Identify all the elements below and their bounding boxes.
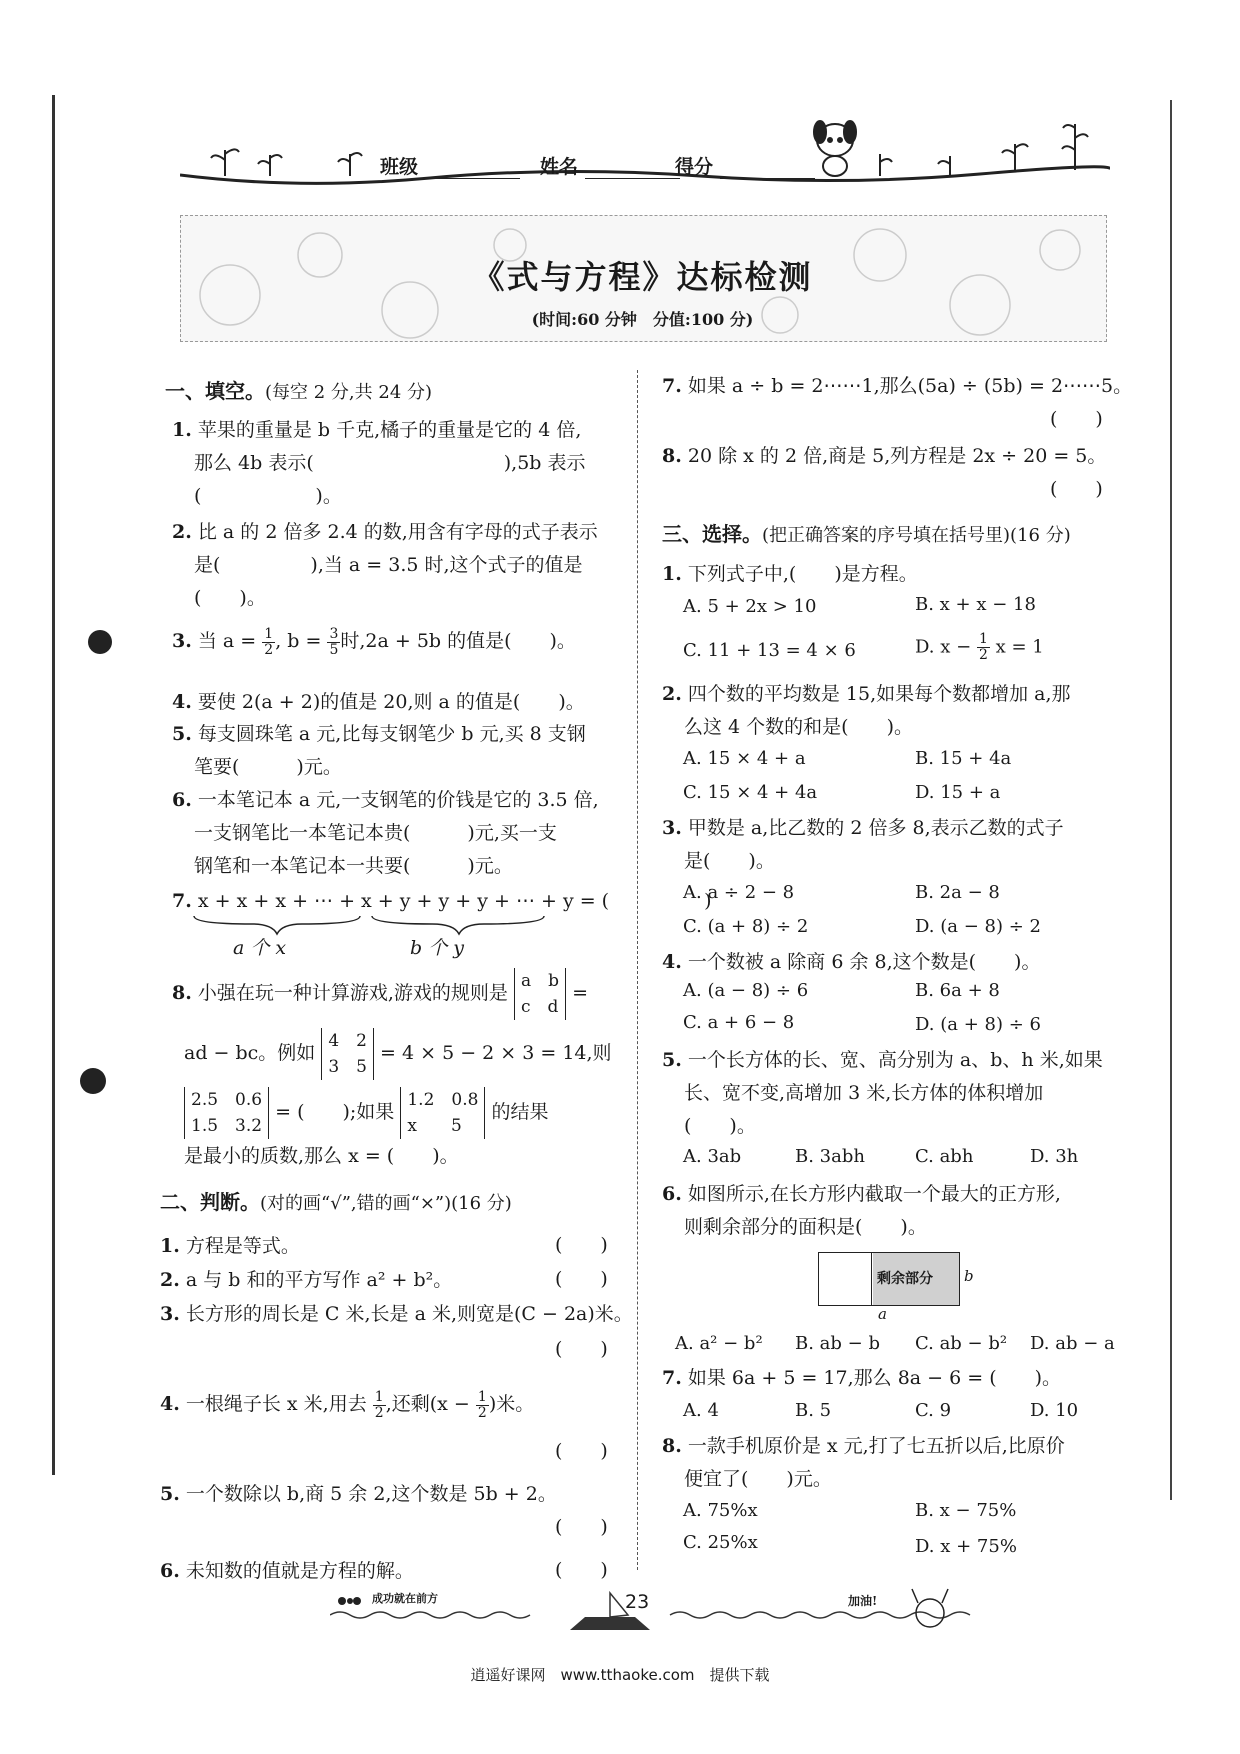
s3-q8-option-d[interactable]: D. x + 75% (915, 1536, 1017, 1557)
download-credit: 逍遥好课网 www.tthaoke.com 提供下载 (470, 1666, 770, 1684)
square-part (819, 1253, 872, 1305)
figure-label-b: b (964, 1267, 974, 1285)
column-divider (637, 370, 638, 1570)
section3-title: 三、选择。(把正确答案的序号填在括号里)(16 分) (662, 522, 1071, 546)
s3-q5-option-b[interactable]: B. 3abh (795, 1146, 865, 1167)
hole-punch-2 (80, 1068, 106, 1094)
hole-punch-1 (88, 630, 112, 654)
s3-q7-option-c[interactable]: C. 9 (915, 1400, 952, 1421)
footer-cheer: 加油! (848, 1594, 878, 1608)
s3-q7-option-a[interactable]: A. 4 (683, 1400, 719, 1421)
s3-q8-option-b[interactable]: B. x − 75% (915, 1500, 1017, 1521)
page-number: 23 (625, 1591, 650, 1613)
s2-item-4: 4. 一根绳子长 x 米,用去 $\frac{1}{2}$ ,还剩(x − $\frac{1}{2}$ )米。 (160, 1388, 535, 1421)
s3-q7-option-b[interactable]: B. 5 (795, 1400, 832, 1421)
left-scan-edge (52, 95, 55, 1475)
s3-q3-option-a[interactable]: A. a ÷ 2 − 8 (683, 882, 795, 903)
section1-title: 一、填空。(每空 2 分,共 24 分) (165, 379, 433, 403)
name-label: 姓名 (540, 156, 579, 178)
s3-q6-option-d[interactable]: D. ab − a (1030, 1333, 1115, 1354)
s1-q8-line3: 2.5 0.6 1.5 3.2 = ( );如果 1.2 0.8 x 5 的结果 (184, 1087, 549, 1139)
s3-q6-option-a[interactable]: A. a² − b² (675, 1333, 763, 1354)
matrix-question: 2.5 0.6 1.5 3.2 (184, 1087, 269, 1139)
s3-q4-option-a[interactable]: A. (a − 8) ÷ 6 (683, 980, 809, 1001)
s3-q6-option-c[interactable]: C. ab − b² (915, 1333, 1008, 1354)
fraction-half: $\frac{1}{2}$ (264, 625, 274, 658)
page-title: 《式与方程》达标检测 (472, 258, 813, 296)
s3-q7-option-d[interactable]: D. 10 (1030, 1400, 1079, 1421)
s2-answer-7[interactable]: ( ) (1050, 408, 1103, 430)
s3-q8: 8. 一款手机原价是 x 元,打了七五折以后,比原价 便宜了( )元。 (662, 1435, 1065, 1490)
s3-q1-option-d[interactable]: D. x − $\frac{1}{2}$ x = 1 (915, 631, 1044, 663)
s3-q4-option-c[interactable]: C. a + 6 − 8 (683, 1012, 795, 1033)
s2-answer-5[interactable]: ( ) (555, 1516, 608, 1538)
s2-item-6: 6. 未知数的值就是方程的解。 (160, 1560, 414, 1582)
footer-slogan: 成功就在前方 (372, 1592, 438, 1605)
s3-q5-option-a[interactable]: A. 3ab (683, 1146, 742, 1167)
s2-answer-8[interactable]: ( ) (1050, 478, 1103, 500)
class-field[interactable] (425, 158, 520, 179)
s1-q1: 1. 苹果的重量是 b 千克,橘子的重量是它的 4 倍, 那么 4b 表示( ),5b 表示 ( )。 (172, 419, 586, 507)
s3-q5-option-c[interactable]: C. abh (915, 1146, 974, 1167)
s2-item-5: 5. 一个数除以 b,商 5 余 2,这个数是 5b + 2。 (160, 1483, 557, 1505)
s1-q3: 3. 当 a = $\frac{1}{2}$ , b = $\frac{3}{5}$ 时,2a + 5b 的值是( )。 (172, 625, 576, 658)
s3-q2-option-d[interactable]: D. 15 + a (915, 782, 1001, 803)
s2-item-7: 7. 如果 a ÷ b = 2⋯⋯1,那么(5a) ÷ (5b) = 2⋯⋯5。 (662, 375, 1133, 397)
s3-q4-option-b[interactable]: B. 6a + 8 (915, 980, 1000, 1001)
s2-item-3: 3. 长方形的周长是 C 米,长是 a 米,则宽是(C − 2a)米。 (160, 1303, 633, 1325)
s3-q2-option-c[interactable]: C. 15 × 4 + 4a (683, 782, 818, 803)
s1-q5: 5. 每支圆珠笔 a 元,比每支钢笔少 b 元,买 8 支钢 笔要( )元。 (172, 723, 586, 778)
s3-q1-option-a[interactable]: A. 5 + 2x > 10 (683, 596, 817, 617)
rectangle-figure (818, 1252, 960, 1306)
s2-answer-3[interactable]: ( ) (555, 1338, 608, 1360)
s3-q3-option-b[interactable]: B. 2a − 8 (915, 882, 1000, 903)
s3-q1: 1. 下列式子中,( )是方程。 (662, 563, 918, 585)
brace-label-x: a 个 x (233, 937, 287, 959)
fraction-three-fifths: $\frac{3}{5}$ (329, 625, 339, 658)
score-label: 得分 (675, 156, 714, 178)
s2-answer-6[interactable]: ( ) (555, 1559, 608, 1581)
s2-item-2: 2. a 与 b 和的平方写作 a² + b²。 (160, 1269, 453, 1291)
s1-q8-line1: 8. 小强在玩一种计算游戏,游戏的规则是 a b c d = (172, 968, 588, 1020)
right-scan-edge (1170, 100, 1172, 1500)
s2-item-1: 1. 方程是等式。 (160, 1235, 300, 1257)
cartoon-mascot-icon (912, 1589, 948, 1627)
brace-label-y: b 个 y (410, 937, 464, 959)
s1-q7: 7. x + x + x + ⋯ + x + y + y + y + ⋯ + y = ( ) (172, 890, 712, 912)
page-subtitle: (时间:60 分钟 分值:100 分) (531, 310, 754, 329)
puppy-icon (814, 121, 856, 176)
s3-q8-option-a[interactable]: A. 75%x (683, 1500, 758, 1521)
ant-icon (338, 1597, 361, 1605)
s3-q4-option-d[interactable]: D. (a + 8) ÷ 6 (915, 1014, 1041, 1035)
s3-q2-option-b[interactable]: B. 15 + 4a (915, 748, 1012, 769)
s3-q2: 2. 四个数的平均数是 15,如果每个数都增加 a,那 么这 4 个数的和是( )。 (662, 683, 1071, 738)
s2-item-8: 8. 20 除 x 的 2 倍,商是 5,列方程是 2x ÷ 20 = 5。 (662, 445, 1107, 467)
s2-answer-2[interactable]: ( ) (555, 1268, 608, 1290)
figure-label-a: a (878, 1305, 887, 1323)
matrix-unknown: 1.2 0.8 x 5 (400, 1087, 485, 1139)
s3-q1-option-b[interactable]: B. x + x − 18 (915, 594, 1036, 615)
s3-q3: 3. 甲数是 a,比乙数的 2 倍多 8,表示乙数的式子 是( )。 (662, 817, 1064, 872)
s3-q4: 4. 一个数被 a 除商 6 余 8,这个数是( )。 (662, 951, 1041, 973)
remaining-part-label: 剩余部分 (877, 1271, 933, 1287)
s3-q3-option-c[interactable]: C. (a + 8) ÷ 2 (683, 916, 809, 937)
matrix-example: 4 2 3 5 (321, 1028, 374, 1080)
s3-q5: 5. 一个长方体的长、宽、高分别为 a、b、h 米,如果 长、宽不变,高增加 3 米,长方体的体积增加 ( )。 (662, 1049, 1103, 1137)
s3-q2-option-a[interactable]: A. 15 × 4 + a (683, 748, 806, 769)
name-field[interactable] (585, 158, 680, 179)
s2-answer-4[interactable]: ( ) (555, 1440, 608, 1462)
s1-q6: 6. 一本笔记本 a 元,一支钢笔的价钱是它的 3.5 倍, 一支钢笔比一本笔记本贵( )元,买一支 钢笔和一本笔记本一共要( )元。 (172, 789, 599, 877)
section2-title: 二、判断。(对的画“√”,错的画“×”)(16 分) (160, 1190, 512, 1214)
s3-q6-option-b[interactable]: B. ab − b (795, 1333, 880, 1354)
s3-q1-option-c[interactable]: C. 11 + 13 = 4 × 6 (683, 640, 856, 661)
matrix-abcd: a b c d (514, 968, 566, 1020)
s3-q8-option-c[interactable]: C. 25%x (683, 1532, 758, 1553)
s1-q2: 2. 比 a 的 2 倍多 2.4 的数,用含有字母的式子表示 是( ),当 a = 3.5 时,这个式子的值是 ( )。 (172, 521, 598, 609)
s3-q7: 7. 如果 6a + 5 = 17,那么 8a − 6 = ( )。 (662, 1367, 1062, 1389)
s1-q8-line4: 是最小的质数,那么 x = ( )。 (184, 1145, 459, 1167)
s3-q6: 6. 如图所示,在长方形内截取一个最大的正方形, 则剩余部分的面积是( )。 (662, 1183, 1061, 1238)
s1-q8-line2: ad − bc。例如 4 2 3 5 = 4 × 5 − 2 × 3 = 14,则 (184, 1028, 612, 1080)
class-label: 班级 (380, 156, 419, 178)
s1-q4: 4. 要使 2(a + 2)的值是 20,则 a 的值是( )。 (172, 691, 585, 713)
s3-q3-option-d[interactable]: D. (a − 8) ÷ 2 (915, 916, 1041, 937)
score-field[interactable] (720, 158, 815, 179)
s3-q5-option-d[interactable]: D. 3h (1030, 1146, 1079, 1167)
s2-answer-1[interactable]: ( ) (555, 1234, 608, 1256)
